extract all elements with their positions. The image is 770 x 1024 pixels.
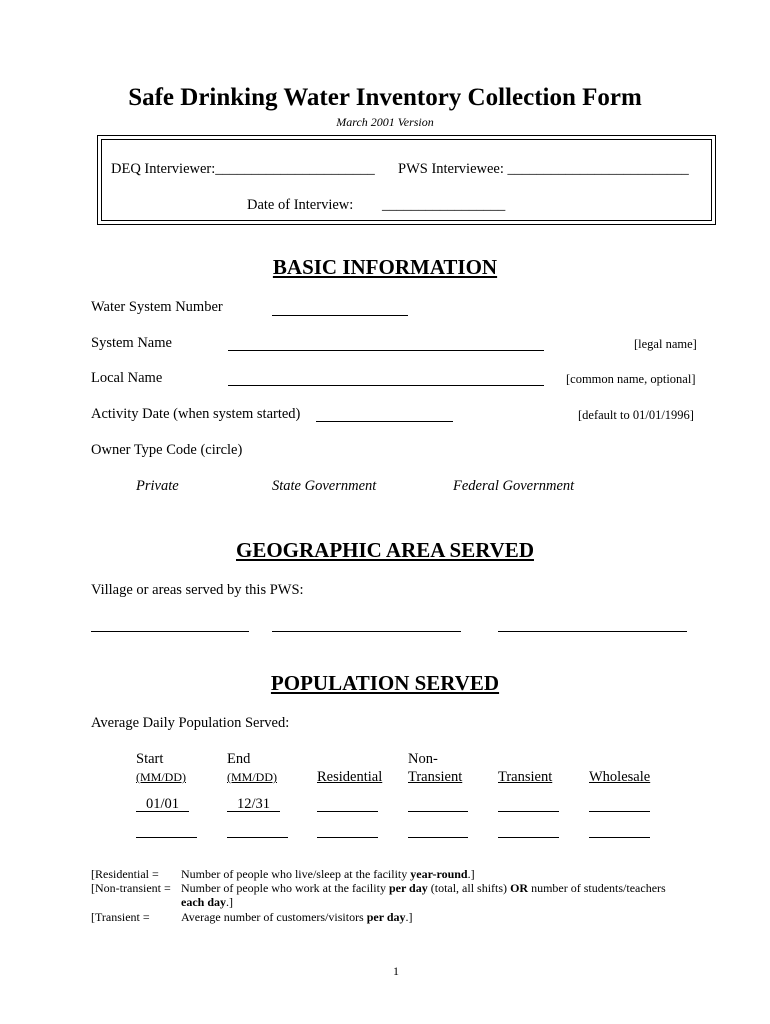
form-title: Safe Drinking Water Inventory Collection Form bbox=[128, 84, 642, 111]
local-name-note: [common name, optional] bbox=[566, 372, 696, 386]
col-transient-header: Transient bbox=[498, 769, 553, 785]
owner-type-private[interactable]: Private bbox=[136, 478, 179, 494]
row1-start-field[interactable]: 01/01 bbox=[145, 796, 180, 812]
system-name-label: System Name bbox=[91, 335, 172, 351]
water-system-number-field[interactable] bbox=[272, 315, 408, 316]
deq-interviewer-field[interactable]: DEQ Interviewer:______________________ bbox=[111, 161, 375, 177]
note-transient-key: [Transient = bbox=[91, 910, 150, 924]
row1-end-field[interactable]: 12/31 bbox=[236, 796, 271, 812]
col-non-transient-top: Non- bbox=[408, 751, 438, 767]
system-name-field[interactable] bbox=[228, 350, 544, 351]
row2-non-transient-field[interactable] bbox=[408, 837, 468, 838]
village-field-1[interactable] bbox=[91, 631, 249, 632]
activity-date-field[interactable] bbox=[316, 421, 453, 422]
local-name-field[interactable] bbox=[228, 385, 544, 386]
form-version: March 2001 Version bbox=[336, 115, 434, 129]
date-of-interview-label: Date of Interview: bbox=[247, 197, 354, 213]
row1-non-transient-field[interactable] bbox=[408, 811, 468, 812]
row1-wholesale-field[interactable] bbox=[589, 811, 650, 812]
activity-date-label: Activity Date (when system started) bbox=[91, 406, 301, 422]
owner-type-federal-government[interactable]: Federal Government bbox=[453, 478, 575, 494]
row2-residential-field[interactable] bbox=[317, 837, 378, 838]
col-start-header: Start bbox=[136, 751, 164, 767]
row2-start-field[interactable] bbox=[136, 837, 197, 838]
owner-type-label: Owner Type Code (circle) bbox=[91, 442, 243, 458]
avg-daily-population-label: Average Daily Population Served: bbox=[91, 715, 290, 731]
col-wholesale-header: Wholesale bbox=[589, 769, 651, 785]
page-number: 1 bbox=[393, 964, 399, 978]
activity-date-note: [default to 01/01/1996] bbox=[578, 408, 694, 422]
note-transient-text: Average number of customers/visitors per day.] bbox=[181, 910, 413, 924]
row2-end-field[interactable] bbox=[227, 837, 288, 838]
geographic-area-heading: GEOGRAPHIC AREA SERVED bbox=[236, 538, 534, 562]
row1-transient-field[interactable] bbox=[498, 811, 559, 812]
village-field-3[interactable] bbox=[498, 631, 687, 632]
villages-served-label: Village or areas served by this PWS: bbox=[91, 582, 304, 598]
col-residential-header: Residential bbox=[317, 769, 383, 785]
col-non-transient-header: Transient bbox=[408, 769, 463, 785]
pws-interviewee-field[interactable]: PWS Interviewee: _________________________ bbox=[398, 161, 689, 177]
note-nontransient-key: [Non-transient = bbox=[91, 881, 171, 895]
row1-residential-field[interactable] bbox=[317, 811, 378, 812]
col-end-header: End bbox=[227, 751, 251, 767]
population-served-heading: POPULATION SERVED bbox=[270, 671, 500, 695]
date-of-interview-field[interactable]: _________________ bbox=[382, 197, 506, 213]
basic-information-heading: BASIC INFORMATION bbox=[272, 255, 498, 279]
water-system-number-label: Water System Number bbox=[91, 299, 223, 315]
local-name-label: Local Name bbox=[91, 370, 163, 386]
note-nontransient-text-cont: each day.] bbox=[181, 895, 233, 909]
row2-transient-field[interactable] bbox=[498, 837, 559, 838]
village-field-2[interactable] bbox=[272, 631, 461, 632]
note-residential-key: [Residential = bbox=[91, 867, 159, 881]
note-residential-text: Number of people who live/sleep at the facility year-round.] bbox=[181, 867, 475, 881]
system-name-note: [legal name] bbox=[634, 337, 697, 351]
note-nontransient-text: Number of people who work at the facility per day (total, all shifts) OR number of students/teachers bbox=[181, 881, 666, 895]
owner-type-state-government[interactable]: State Government bbox=[272, 478, 377, 494]
row2-wholesale-field[interactable] bbox=[589, 837, 650, 838]
col-start-unit: (MM/DD) bbox=[136, 770, 186, 784]
col-end-unit: (MM/DD) bbox=[227, 770, 277, 784]
